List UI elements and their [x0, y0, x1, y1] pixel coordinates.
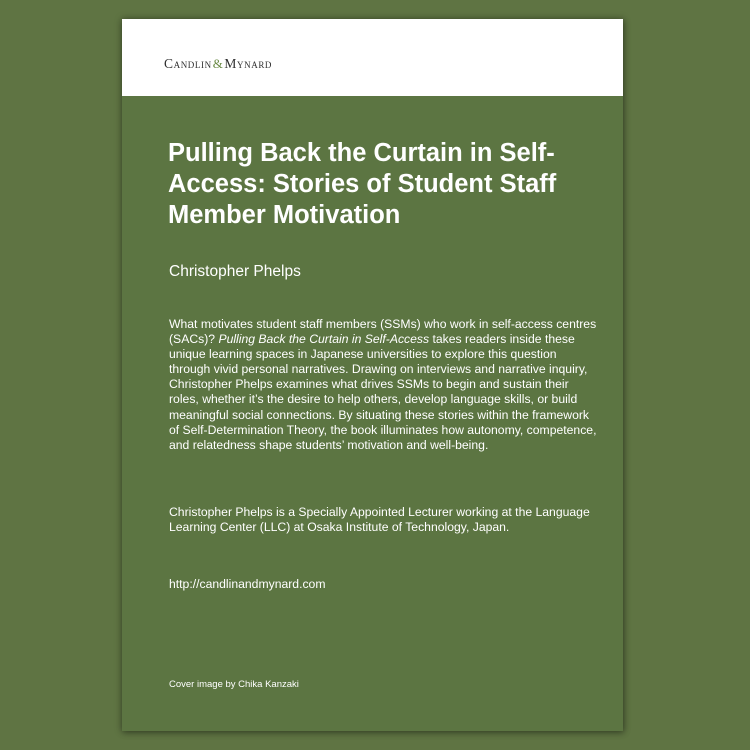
publisher-name-second: Mynard — [224, 56, 273, 71]
publisher-ampersand: & — [212, 56, 224, 71]
blurb-text-part1: What motivates student staff members (SSMs) who work in self-access centres (SACs)? — [169, 317, 597, 347]
blurb-text-part2: takes readers inside these unique learning spaces in Japanese universities to explore this question through vivid personal narratives. Drawing on interviews and narrative inquiry, Christopher Phelps examines what drives SSMs to begin and sustain their roles, whether it’s the desire to help others, develop language skills, or build meaningful social connections. By situating these stories within the framework of Self-Determination Theory, the book illuminates how autonomy, competence, and relatedness shape students’ motivation and well-being. — [169, 332, 597, 452]
blurb-paragraph — [169, 317, 599, 453]
back-cover — [122, 19, 623, 731]
cover-image-credit: Cover image by Chika Kanzaki — [169, 679, 299, 690]
author-bio: Christopher Phelps is a Specially Appointed Lecturer working at the Language Learning Center (LLC) at Osaka Institute of Technology, Japan. — [169, 505, 590, 535]
publisher-logo — [164, 56, 272, 72]
publisher-name-first: Candlin — [164, 56, 212, 71]
book-title: Pulling Back the Curtain in Self-Access: Stories of Student Staff Member Motivation — [168, 139, 557, 229]
author-name: Christopher Phelps — [169, 263, 301, 280]
blurb-book-title-italic: Pulling Back the Curtain in Self-Access — [218, 332, 430, 347]
publisher-header — [122, 19, 623, 96]
publisher-website-link[interactable]: http://candlinandmynard.com — [169, 577, 326, 591]
